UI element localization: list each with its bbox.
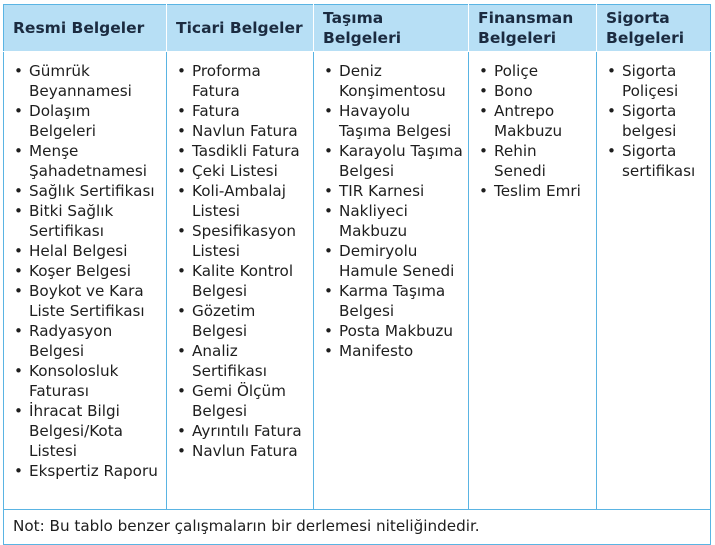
column-resmi-belgeler xyxy=(4,52,167,510)
list-item: • Sigorta sertifikası xyxy=(607,141,706,181)
list-item: • Gemi Ölçüm Belgesi xyxy=(177,381,309,421)
list-sigorta-belgeleri xyxy=(607,61,706,181)
list-item: • Analiz Sertifikası xyxy=(177,341,309,381)
list-item: • Koşer Belgesi xyxy=(14,261,162,281)
list-item: • Manifesto xyxy=(324,341,464,361)
list-resmi-belgeler xyxy=(14,61,162,481)
column-ticari-belgeler xyxy=(167,52,314,510)
list-item: • Helal Belgesi xyxy=(14,241,162,261)
header-finansman-belgeleri: Finansman Belgeleri xyxy=(469,5,597,52)
list-item: • Sağlık Sertifikası xyxy=(14,181,162,201)
list-item: • Gümrük Beyannamesi xyxy=(14,61,162,101)
header-tasima-belgeleri: Taşıma Belgeleri xyxy=(314,5,469,52)
note-row xyxy=(4,510,711,545)
list-item: • Sigorta Poliçesi xyxy=(607,61,706,101)
header-resmi-belgeler: Resmi Belgeler xyxy=(4,5,167,52)
column-sigorta-belgeleri xyxy=(597,52,711,510)
list-item: • Posta Makbuzu xyxy=(324,321,464,341)
column-tasima-belgeleri xyxy=(314,52,469,510)
list-tasima-belgeleri xyxy=(324,61,464,361)
list-item: • Kalite Kontrol Belgesi xyxy=(177,261,309,301)
header-ticari-belgeler: Ticari Belgeler xyxy=(167,5,314,52)
list-item: • İhracat Bilgi Belgesi/Kota Listesi xyxy=(14,401,162,461)
list-item: • Poliçe xyxy=(479,61,592,81)
list-item: • Gözetim Belgesi xyxy=(177,301,309,341)
documents-table xyxy=(3,4,711,545)
list-item: • Koli-Ambalaj Listesi xyxy=(177,181,309,221)
list-item: • Tasdikli Fatura xyxy=(177,141,309,161)
list-item: • Karma Taşıma Belgesi xyxy=(324,281,464,321)
header-row xyxy=(4,5,711,52)
list-item: • Nakliyeci Makbuzu xyxy=(324,201,464,241)
list-item: • Ekspertiz Raporu xyxy=(14,461,162,481)
list-item: • Bono xyxy=(479,81,592,101)
list-item: • Demiryolu Hamule Senedi xyxy=(324,241,464,281)
list-item: • Ayrıntılı Fatura xyxy=(177,421,309,441)
list-item: • Rehin Senedi xyxy=(479,141,592,181)
list-ticari-belgeler xyxy=(177,61,309,461)
list-finansman-belgeleri xyxy=(479,61,592,201)
list-item: • Navlun Fatura xyxy=(177,441,309,461)
list-item: • Bitki Sağlık Sertifikası xyxy=(14,201,162,241)
list-item: • Navlun Fatura xyxy=(177,121,309,141)
list-item: • Çeki Listesi xyxy=(177,161,309,181)
content-row xyxy=(4,52,711,510)
table-note: Not: Bu tablo benzer çalışmaların bir derlemesi niteliğindedir. xyxy=(4,510,711,545)
list-item: • Menşe Şahadetnamesi xyxy=(14,141,162,181)
list-item: • Spesifikasyon Listesi xyxy=(177,221,309,261)
list-item: • Havayolu Taşıma Belgesi xyxy=(324,101,464,141)
list-item: • Teslim Emri xyxy=(479,181,592,201)
list-item: • Boykot ve Kara Liste Sertifikası xyxy=(14,281,162,321)
list-item: • Antrepo Makbuzu xyxy=(479,101,592,141)
list-item: • Sigorta belgesi xyxy=(607,101,706,141)
header-sigorta-belgeleri: Sigorta Belgeleri xyxy=(597,5,711,52)
column-finansman-belgeleri xyxy=(469,52,597,510)
list-item: • Proforma Fatura xyxy=(177,61,309,101)
list-item: • TIR Karnesi xyxy=(324,181,464,201)
list-item: • Dolaşım Belgeleri xyxy=(14,101,162,141)
list-item: • Radyasyon Belgesi xyxy=(14,321,162,361)
list-item: • Fatura xyxy=(177,101,309,121)
list-item: • Karayolu Taşıma Belgesi xyxy=(324,141,464,181)
list-item: • Konsolosluk Faturası xyxy=(14,361,162,401)
list-item: • Deniz Konşimentosu xyxy=(324,61,464,101)
